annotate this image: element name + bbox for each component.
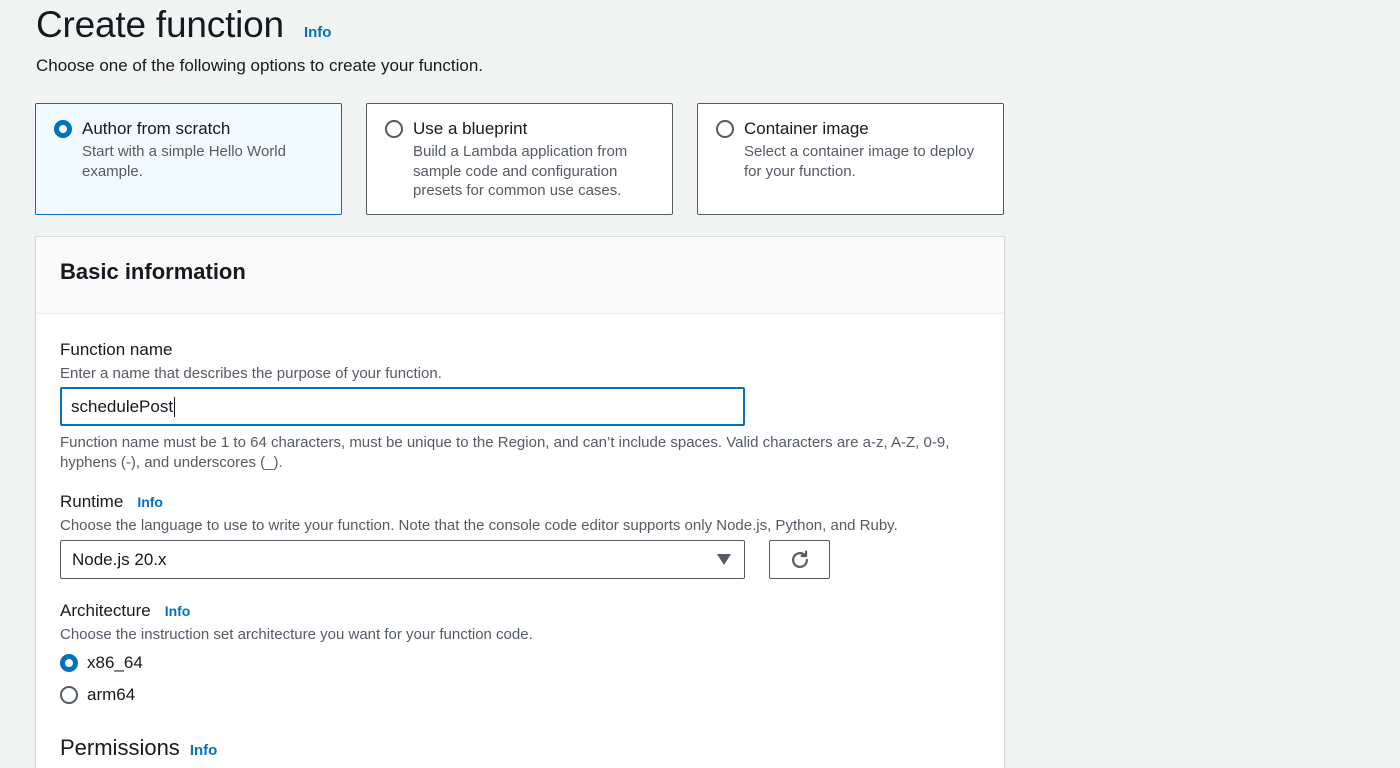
permissions-section: [60, 735, 217, 761]
chevron-down-icon: [717, 554, 731, 565]
radio-container-image[interactable]: [716, 120, 734, 138]
option-description: Start with a simple Hello World example.: [82, 143, 286, 180]
runtime-section: [60, 492, 898, 579]
runtime-select-row: [60, 540, 898, 579]
option-title: Author from scratch: [82, 119, 231, 138]
architecture-info-link[interactable]: Info: [164, 603, 191, 619]
title-info-link[interactable]: Info: [303, 24, 332, 41]
runtime-description: Choose the language to use to write your function. Note that the console code editor supports only Node.js, Python, and Ruby.: [60, 517, 898, 534]
runtime-select[interactable]: [60, 540, 745, 579]
function-name-section: [60, 340, 950, 472]
architecture-section: [60, 601, 533, 705]
function-name-constraint: Function name must be 1 to 64 characters, must be unique to the Region, and can’t include spaces. Valid characters are a-z, A-Z, 0-9, hyphens (-), and underscores (_).: [60, 434, 950, 471]
option-container-image[interactable]: [697, 103, 1004, 215]
radio-arm64[interactable]: [60, 686, 78, 704]
runtime-selected-value: Node.js 20.x: [72, 549, 167, 569]
radio-author-from-scratch[interactable]: [54, 120, 72, 138]
basic-information-panel: [35, 236, 1005, 768]
option-author-from-scratch[interactable]: [35, 103, 342, 215]
runtime-label: Runtime: [60, 492, 124, 511]
function-name-description: Enter a name that describes the purpose of your function.: [60, 365, 442, 382]
architecture-label: Architecture: [60, 601, 151, 620]
refresh-runtime-button[interactable]: [769, 540, 830, 579]
page-title: Create function: [36, 4, 284, 45]
option-text: [82, 119, 323, 199]
option-text: [413, 119, 654, 199]
option-title: Container image: [744, 119, 869, 138]
text-caret: [174, 397, 175, 417]
runtime-info-link[interactable]: Info: [137, 494, 163, 510]
runtime-label-row: [60, 492, 898, 512]
page-subtitle: Choose one of the following options to create your function.: [36, 56, 484, 75]
option-description: Build a Lambda application from sample code and configuration presets for common use cases.: [413, 143, 628, 199]
radio-x86-64[interactable]: [60, 654, 78, 672]
option-title: Use a blueprint: [413, 119, 528, 138]
architecture-option-x86-64[interactable]: [60, 653, 533, 673]
option-use-a-blueprint[interactable]: [366, 103, 673, 215]
architecture-option-arm64[interactable]: [60, 685, 533, 705]
architecture-description: Choose the instruction set architecture you want for your function code.: [60, 626, 533, 643]
panel-header: [36, 237, 1004, 314]
option-description: Select a container image to deploy for your function.: [744, 143, 975, 180]
permissions-title: Permissions: [60, 735, 180, 760]
creation-options: [35, 103, 1004, 215]
function-name-input[interactable]: [60, 387, 745, 426]
refresh-icon: [789, 549, 811, 571]
architecture-label-row: [60, 601, 533, 621]
radio-use-a-blueprint[interactable]: [385, 120, 403, 138]
panel-title: Basic information: [60, 259, 246, 284]
title-row: [36, 4, 331, 46]
function-name-label: Function name: [60, 340, 173, 359]
radio-label-x86-64: x86_64: [87, 653, 143, 672]
radio-label-arm64: arm64: [87, 685, 136, 704]
permissions-info-link[interactable]: Info: [189, 742, 218, 759]
option-text: [744, 119, 985, 199]
function-name-value: schedulePost: [71, 396, 174, 416]
